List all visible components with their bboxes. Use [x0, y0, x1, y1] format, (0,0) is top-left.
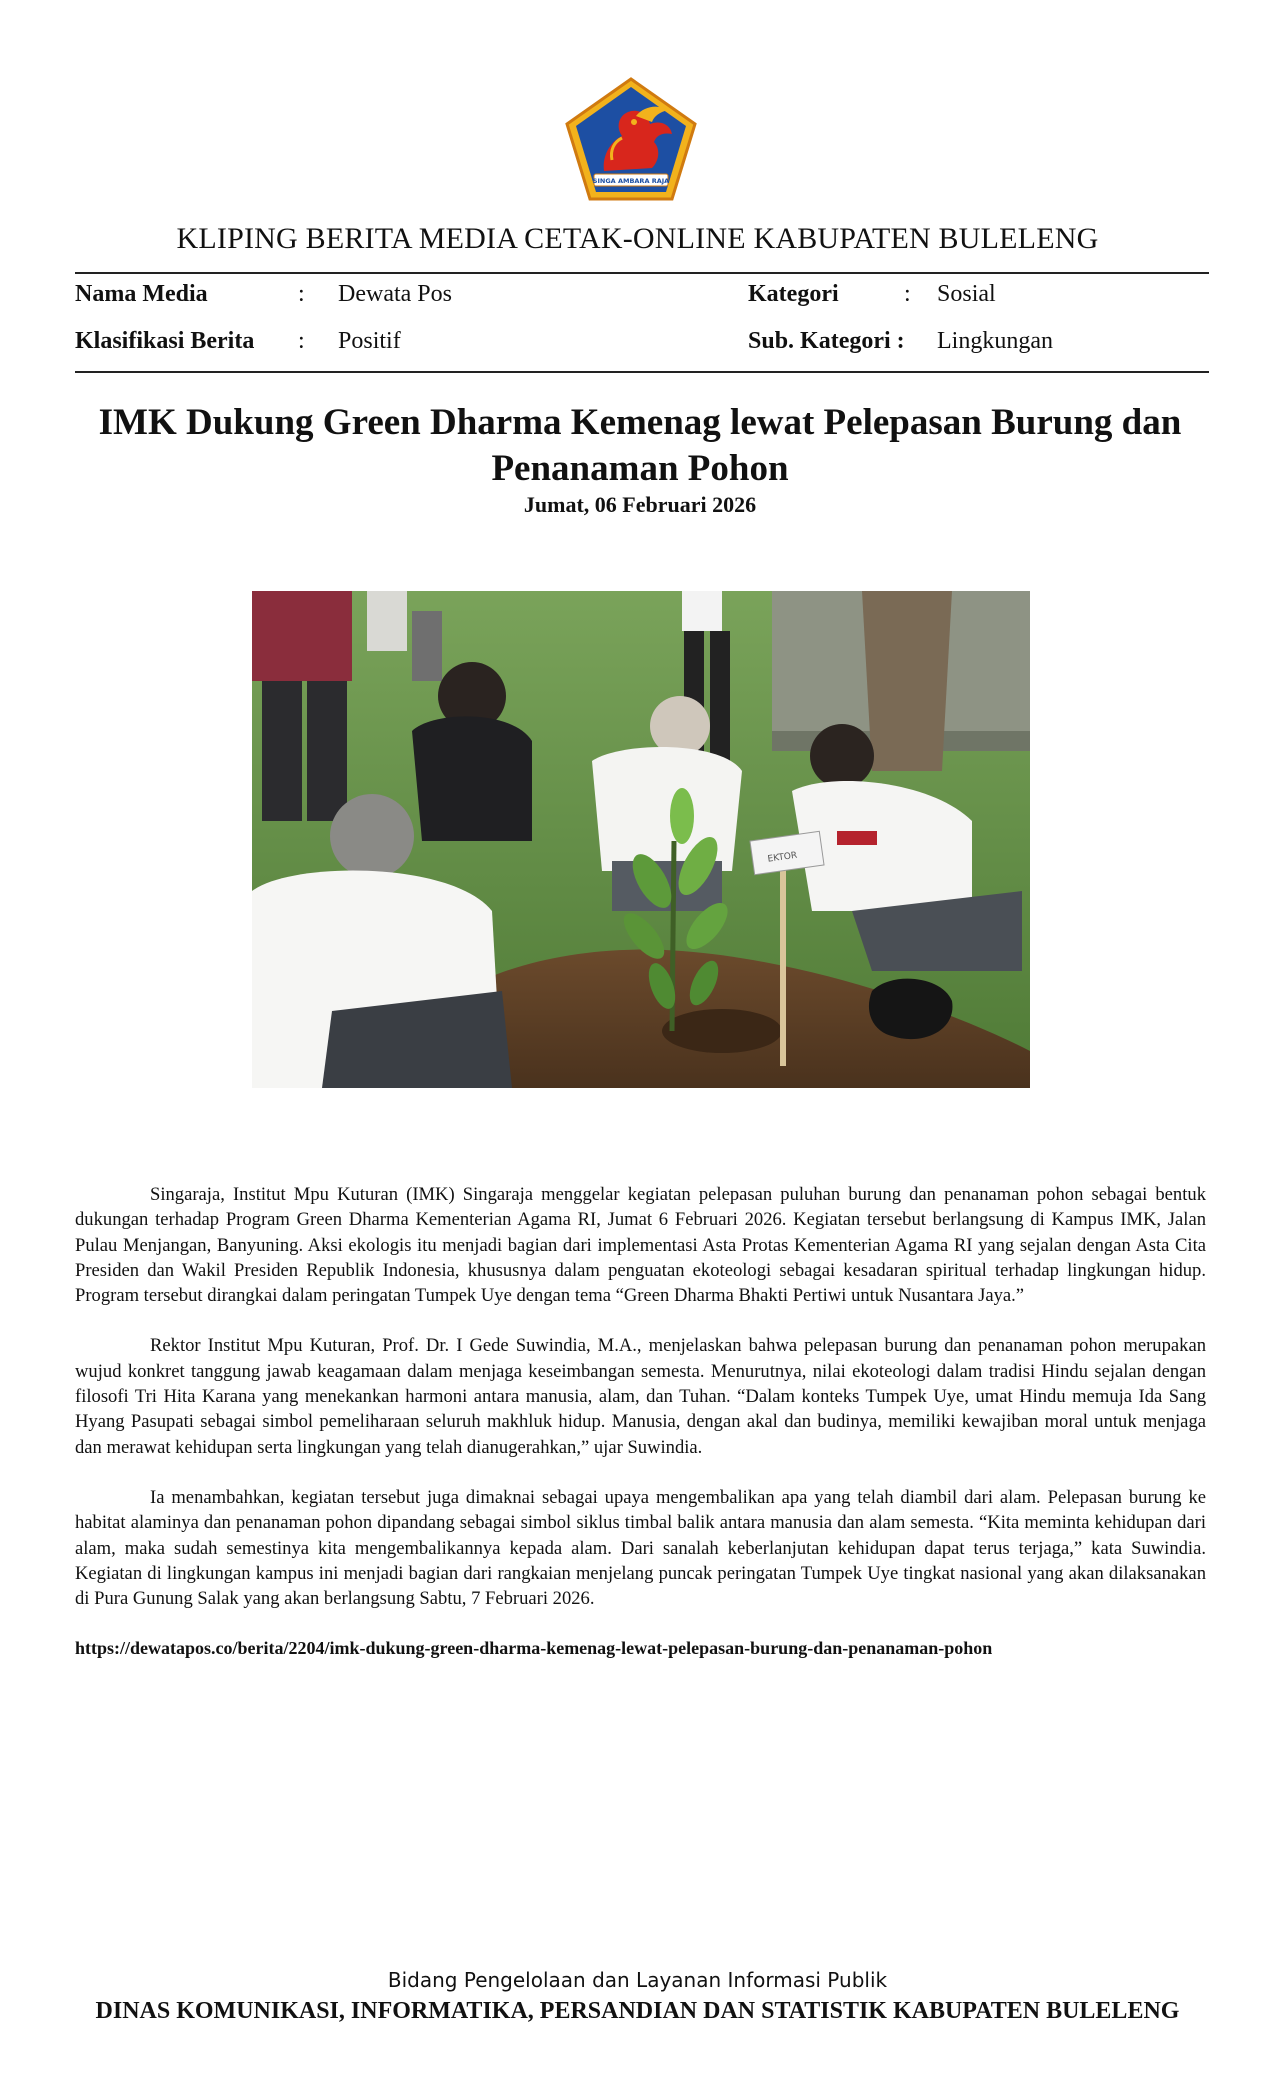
media-label: Nama Media — [75, 281, 208, 307]
subkategori-value: Lingkungan — [937, 328, 1053, 354]
klasifikasi-value: Positif — [338, 328, 401, 354]
media-separator: : — [298, 281, 305, 307]
article-paragraph-3: Ia menambahkan, kegiatan tersebut juga dimaknai sebagai upaya mengembalikan apa yang telah diambil dari alam. Pelepasan burung ke habitat alaminya dan penanaman pohon dipandang sebagai simbol siklus timbal balik antara manusia dan alam semesta. “Kita meminta kehidupan dari alam, maka sudah semestinya kita mengembalikannya kepada alam. Dari sanalah keberlanjutan kehidupan dapat terus terjaga,” kata Suwindia. Kegiatan di lingkungan kampus ini menjadi bagian dari rangkaian menjelang puncak peringatan Tumpek Uye tingkat nasional yang akan dilaksanakan di Pura Gunung Salak yang akan berlangsung Sabtu, 7 Februari 2026. — [75, 1486, 1206, 1610]
klasifikasi-label: Klasifikasi Berita — [75, 328, 255, 354]
headline-line-1: IMK Dukung Green Dharma Kemenag lewat Pelepasan Burung dan — [98, 402, 1182, 443]
headline-line-2: Penanaman Pohon — [491, 448, 789, 489]
clipping-title: KLIPING BERITA MEDIA CETAK-ONLINE KABUPATEN BULELENG — [176, 222, 1099, 255]
media-value: Dewata Pos — [338, 281, 452, 307]
kategori-separator: : — [904, 281, 911, 307]
kategori-label: Kategori — [748, 281, 839, 307]
article-photo — [252, 591, 1030, 1088]
source-url: https://dewatapos.co/berita/2204/imk-dukung-green-dharma-kemenag-lewat-pelepasan-burung-dan-penanaman-pohon — [75, 1638, 993, 1659]
article-date: Jumat, 06 Februari 2026 — [523, 492, 757, 517]
article-body — [75, 1182, 1206, 1687]
klasifikasi-separator: : — [298, 328, 305, 354]
divider-top — [75, 272, 1209, 274]
article-headline — [80, 400, 1200, 492]
logo-ribbon-text: SINGA AMBARA RAJA — [592, 177, 670, 185]
photo-sign-text: EKTOR — [767, 850, 798, 865]
subkategori-label: Sub. Kategori : — [748, 328, 905, 354]
article-paragraph-2: Rektor Institut Mpu Kuturan, Prof. Dr. I Gede Suwindia, M.A., menjelaskan bahwa pelepasan burung dan penanaman pohon merupakan wujud konkret tanggung jawab keagamaan dalam menjaga keseimbangan semesta. Menurutnya, nilai ekoteologi dalam tradisi Hindu sejalan dengan filosofi Tri Hita Karana yang menekankan harmoni antara manusia, alam, dan Tuhan. “Dalam konteks Tumpek Uye, umat Hindu memuja Ida Sang Hyang Pasupati sebagai simbol pemeliharaan seluruh makhluk hidup. Manusia, dengan akal dan budinya, memiliki kewajiban moral untuk menjaga dan merawat kehidupan serta lingkungan yang telah dianugerahkan,” ujar Suwindia. — [75, 1335, 1206, 1458]
article-paragraph-1: Singaraja, Institut Mpu Kuturan (IMK) Singaraja menggelar kegiatan pelepasan puluhan burung dan penanaman pohon sebagai bentuk dukungan terhadap Program Green Dharma Kementerian Agama RI, Jumat 6 Februari 2026. Kegiatan tersebut berlangsung di Kampus IMK, Jalan Pulau Menjangan, Banyuning. Aksi ekologis itu menjadi bagian dari implementasi Asta Protas Kementerian Agama RI yang sejalan dengan Asta Cita Presiden dan Wakil Presiden Republik Indonesia, khususnya dalam penguatan ekoteologi sebagai kesadaran spiritual terhadap lingkungan hidup. Program tersebut dirangkai dalam peringatan Tumpek Uye dengan tema “Green Dharma Bhakti Pertiwi untuk Nusantara Jaya.” — [75, 1184, 1206, 1307]
footer-department: Bidang Pengelolaan dan Layanan Informasi Publik — [387, 1968, 888, 1992]
footer-agency: DINAS KOMUNIKASI, INFORMATIKA, PERSANDIAN DAN STATISTIK KABUPATEN BULELENG — [95, 1998, 1180, 2024]
divider-bottom — [75, 371, 1209, 373]
singa-ambara-raja-crest-icon — [564, 76, 698, 202]
kategori-value: Sosial — [937, 281, 996, 307]
